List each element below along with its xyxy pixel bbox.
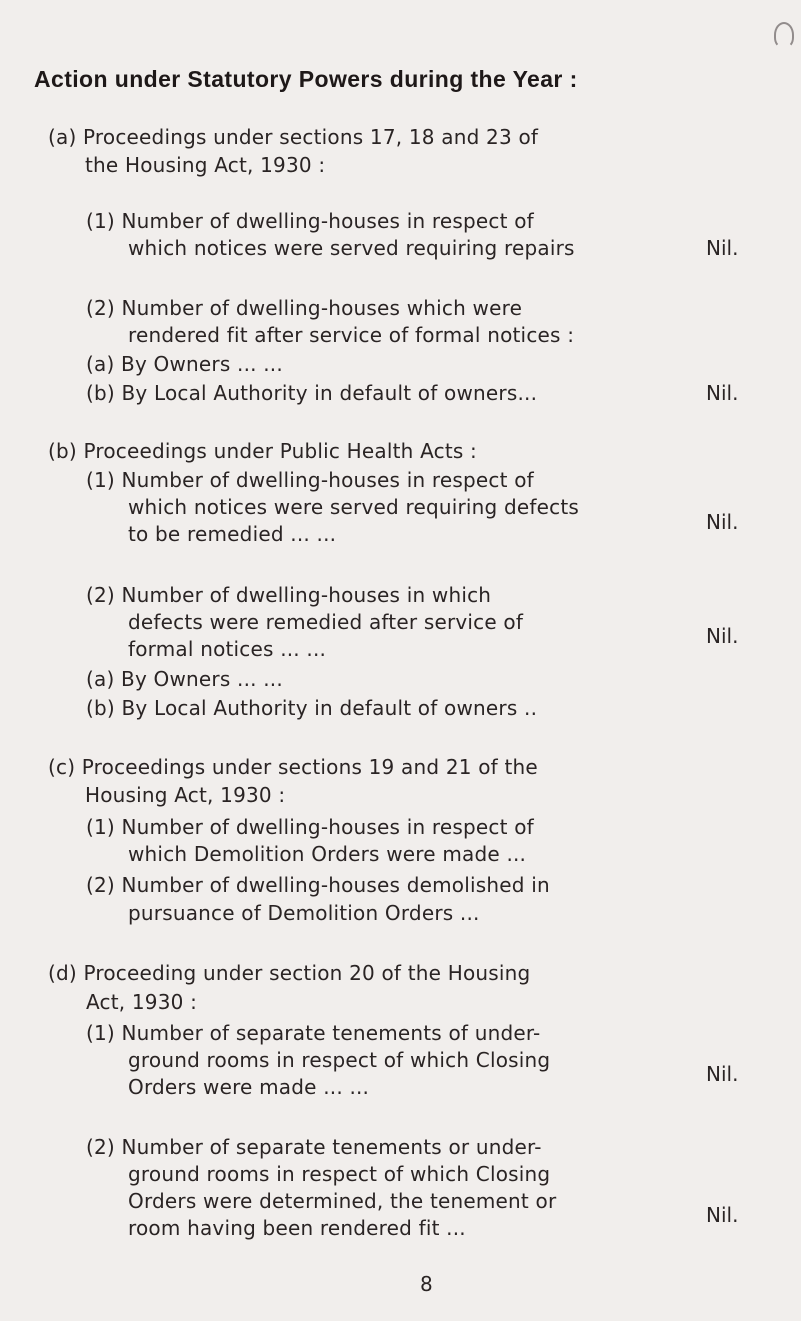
section-heading: Action under Statutory Powers during the Year : [34, 66, 578, 92]
text-line: (b) By Local Authority in default of owners .. [86, 696, 538, 720]
text-line: pursuance of Demolition Orders ... [128, 901, 480, 925]
text-line: (1) Number of separate tenements of under- [86, 1021, 541, 1045]
nil-value: Nil. [706, 624, 739, 648]
text-line: (1) Number of dwelling-houses in respect of [86, 209, 534, 233]
text-line: (a) By Owners ... ... [86, 352, 283, 376]
text-line: formal notices ... ... [128, 637, 327, 661]
text-line: Act, 1930 : [86, 990, 198, 1014]
text-line: which notices were served requiring repairs [128, 236, 575, 260]
text-line: (2) Number of dwelling-houses demolished in [86, 873, 550, 897]
nil-value: Nil. [706, 510, 739, 534]
text-line: which notices were served requiring defects [128, 495, 579, 519]
text-line: the Housing Act, 1930 : [85, 153, 326, 177]
text-line: (a) Proceedings under sections 17, 18 and 23 of [48, 125, 539, 149]
text-line: (1) Number of dwelling-houses in respect of [86, 815, 534, 839]
text-line: (a) By Owners ... ... [86, 667, 283, 691]
text-line: (2) Number of dwelling-houses which were [86, 296, 523, 320]
page-number: 8 [420, 1272, 433, 1296]
nil-value: Nil. [706, 381, 739, 405]
nil-value: Nil. [706, 1203, 739, 1227]
text-line: Orders were made ... ... [128, 1075, 370, 1099]
text-line: ground rooms in respect of which Closing [128, 1048, 551, 1072]
page-corner-mark [774, 22, 794, 48]
text-line: (b) Proceedings under Public Health Acts : [48, 439, 477, 463]
text-line: (1) Number of dwelling-houses in respect of [86, 468, 534, 492]
text-line: room having been rendered fit ... [128, 1216, 466, 1240]
text-line: (d) Proceeding under section 20 of the Housing [48, 961, 531, 985]
nil-value: Nil. [706, 236, 739, 260]
nil-value: Nil. [706, 1062, 739, 1086]
text-line: ground rooms in respect of which Closing [128, 1162, 551, 1186]
text-line: rendered fit after service of formal notices : [128, 323, 575, 347]
text-line: (2) Number of dwelling-houses in which [86, 583, 492, 607]
text-line: defects were remedied after service of [128, 610, 524, 634]
text-line: to be remedied ... ... [128, 522, 337, 546]
text-line: Orders were determined, the tenement or [128, 1189, 557, 1213]
text-line: which Demolition Orders were made ... [128, 842, 527, 866]
text-line: (c) Proceedings under sections 19 and 21 of the [48, 755, 538, 779]
text-line: (b) By Local Authority in default of owners... [86, 381, 538, 405]
text-line: (2) Number of separate tenements or under- [86, 1135, 542, 1159]
text-line: Housing Act, 1930 : [85, 783, 286, 807]
